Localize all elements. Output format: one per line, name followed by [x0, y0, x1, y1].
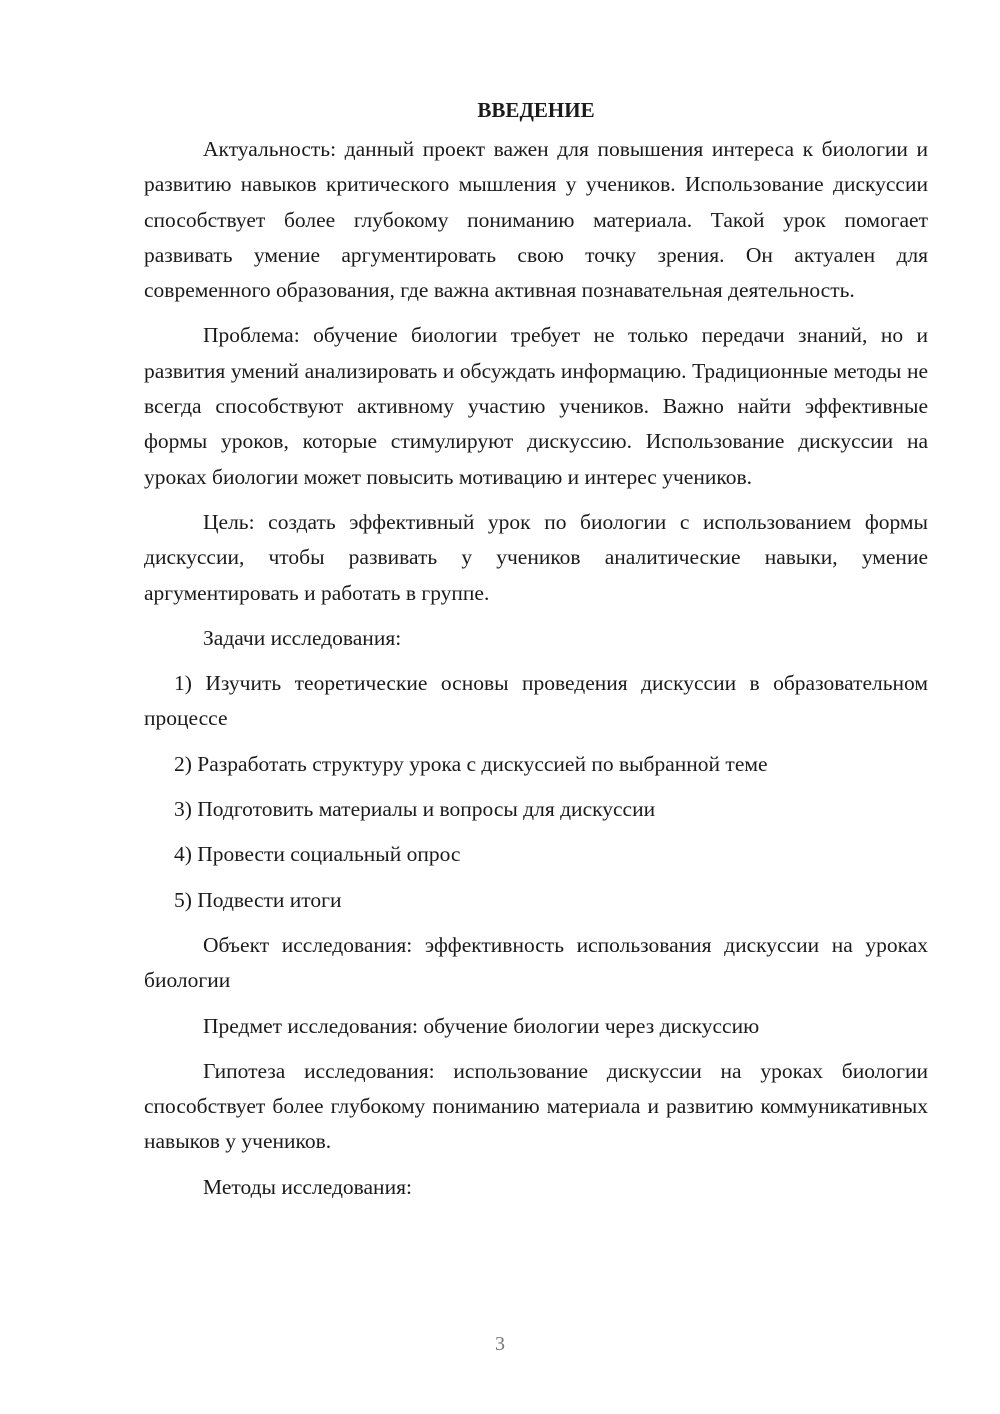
paragraph-hypothesis: Гипотеза исследования: использование дискуссии на уроках биологии способствует более глубокому пониманию материала и развитию коммуникативных навыков у учеников.: [144, 1058, 928, 1154]
paragraph-tasks-heading: Задачи исследования:: [203, 625, 402, 650]
document-page: [144, 92, 928, 1205]
task-item-5: 5) Подвести итоги: [174, 887, 342, 912]
task-item-2: 2) Разработать структуру урока с дискуссией по выбранной теме: [174, 751, 768, 776]
task-item-3: 3) Подготовить материалы и вопросы для дискуссии: [174, 797, 656, 822]
task-item-4: 4) Провести социальный опрос: [174, 842, 461, 867]
paragraph-methods: Методы исследования:: [203, 1174, 412, 1199]
paragraph-relevance: Актуальность: данный проект важен для повышения интереса к биологии и развитию навыков критического мышления у учеников. Использование дискуссии способствует более глубокому пониманию материала. Такой урок помогает развивать умение аргументировать свою точку зрения. Он актуален для современного образования, где важна активная познавательная деятельность.: [144, 137, 928, 303]
task-item-1: 1) Изучить теоретические основы проведения дискуссии в образовательном процессе: [144, 671, 928, 731]
page-title: ВВЕДЕНИЕ: [477, 98, 595, 122]
paragraph-subject: Предмет исследования: обучение биологии через дискуссию: [203, 1013, 760, 1038]
paragraph-goal: Цель: создать эффективный урок по биологии с использованием формы дискуссии, чтобы развивать у учеников аналитические навыки, умение аргументировать и работать в группе.: [144, 509, 928, 605]
page-number: 3: [495, 1333, 505, 1355]
paragraph-object: Объект исследования: эффективность использования дискуссии на уроках биологии: [144, 932, 928, 993]
paragraph-problem: Проблема: обучение биологии требует не только передачи знаний, но и развития умений анализировать и обсуждать информацию. Традиционные методы не всегда способствуют активному участию учеников. Важно найти эффективные формы уроков, которые стимулируют дискуссию. Использование дискуссии на уроках биологии может повысить мотивацию и интерес учеников.: [144, 323, 928, 489]
